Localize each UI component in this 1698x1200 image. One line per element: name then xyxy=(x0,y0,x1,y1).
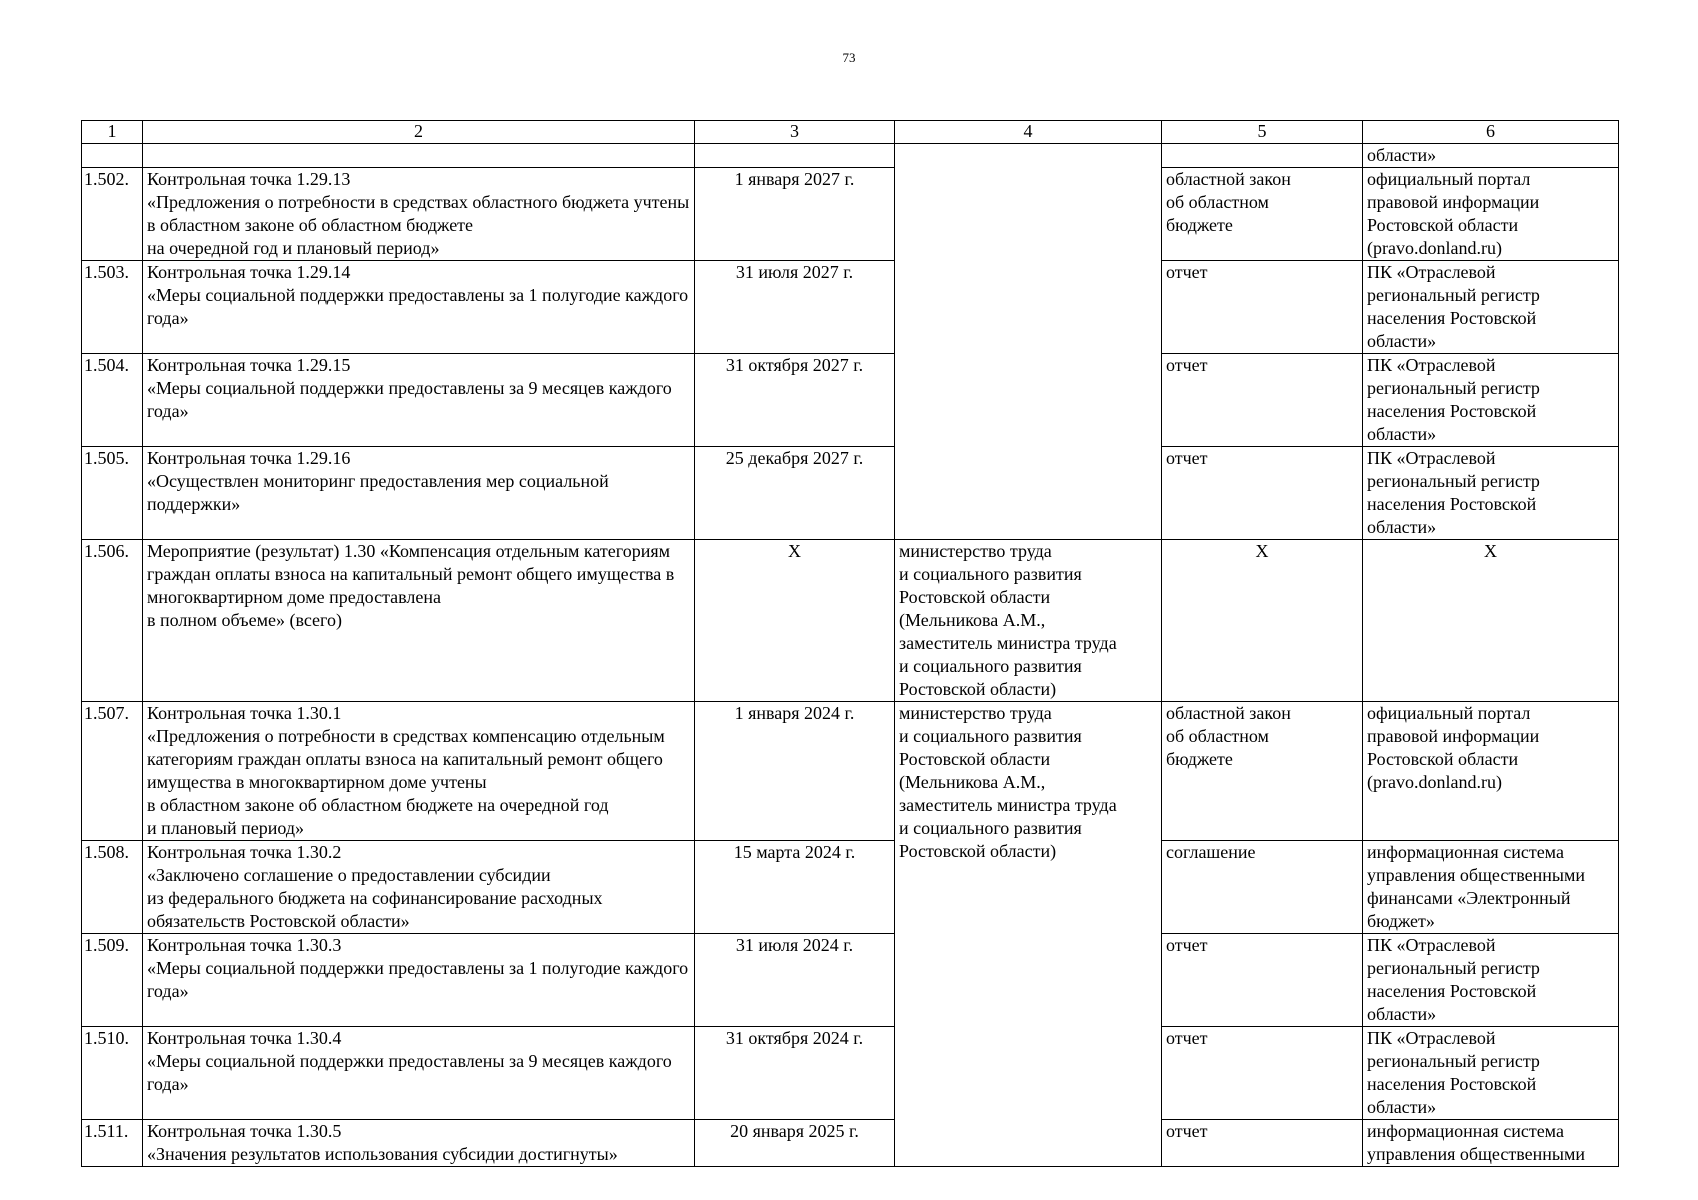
table-row xyxy=(82,447,1619,540)
document-cell: отчет xyxy=(1162,447,1363,540)
column-header: 4 xyxy=(895,121,1162,144)
date-cell: 1 января 2027 г. xyxy=(695,168,895,261)
responsible-cell xyxy=(895,144,1162,540)
date-cell: 31 октября 2027 г. xyxy=(695,354,895,447)
date-cell: 1 января 2024 г. xyxy=(695,702,895,841)
row-number-cell: 1.505. xyxy=(82,447,143,540)
name-cell: Контрольная точка 1.30.1 «Предложения о потребности в средствах компенсацию отдельным категориям граждан оплаты взноса на капитальный ремонт общего имущества в многоквартирном доме учтены в областном законе об областном бюджете на очередной год и плановый период» xyxy=(143,702,695,841)
date-cell xyxy=(695,144,895,168)
date-cell: Х xyxy=(695,540,895,702)
table-row xyxy=(82,1027,1619,1120)
row-number-cell: 1.502. xyxy=(82,168,143,261)
name-cell: Контрольная точка 1.30.4 «Меры социальной поддержки предоставлены за 9 месяцев каждого года» xyxy=(143,1027,695,1120)
name-cell: Контрольная точка 1.30.2 «Заключено соглашение о предоставлении субсидии из федерального бюджета на софинансирование расходных обязательств Ростовской области» xyxy=(143,841,695,934)
date-cell: 31 октября 2024 г. xyxy=(695,1027,895,1120)
column-header: 3 xyxy=(695,121,895,144)
name-cell: Контрольная точка 1.29.15 «Меры социальной поддержки предоставлены за 9 месяцев каждого года» xyxy=(143,354,695,447)
system-cell: ПК «Отраслевой региональный регистр населения Ростовской области» xyxy=(1363,1027,1619,1120)
measures-table xyxy=(81,120,1619,1167)
system-cell: ПК «Отраслевой региональный регистр населения Ростовской области» xyxy=(1363,261,1619,354)
system-cell: официальный портал правовой информации Ростовской области (pravo.donland.ru) xyxy=(1363,702,1619,841)
row-number-cell: 1.507. xyxy=(82,702,143,841)
page-number: 73 xyxy=(842,50,856,65)
date-cell: 25 декабря 2027 г. xyxy=(695,447,895,540)
table-row xyxy=(82,702,1619,841)
name-cell: Контрольная точка 1.29.16 «Осуществлен мониторинг предоставления мер социальной поддержки» xyxy=(143,447,695,540)
system-cell: области» xyxy=(1363,144,1619,168)
column-header: 5 xyxy=(1162,121,1363,144)
system-cell: информационная система управления общественными xyxy=(1363,1120,1619,1167)
document-cell: соглашение xyxy=(1162,841,1363,934)
system-cell: ПК «Отраслевой региональный регистр населения Ростовской области» xyxy=(1363,447,1619,540)
name-cell: Мероприятие (результат) 1.30 «Компенсация отдельным категориям граждан оплаты взноса на капитальный ремонт общего имущества в многоквартирном доме предоставлена в полном объеме» (всего) xyxy=(143,540,695,702)
document-cell: отчет xyxy=(1162,261,1363,354)
table-row xyxy=(82,841,1619,934)
document-cell: областной закон об областном бюджете xyxy=(1162,168,1363,261)
table-row xyxy=(82,540,1619,702)
system-cell: ПК «Отраслевой региональный регистр населения Ростовской области» xyxy=(1363,934,1619,1027)
document-cell: областной закон об областном бюджете xyxy=(1162,702,1363,841)
table-row xyxy=(82,1120,1619,1167)
date-cell: 31 июля 2027 г. xyxy=(695,261,895,354)
row-number-cell: 1.509. xyxy=(82,934,143,1027)
date-cell: 15 марта 2024 г. xyxy=(695,841,895,934)
document-cell: отчет xyxy=(1162,934,1363,1027)
system-cell: Х xyxy=(1363,540,1619,702)
document-cell xyxy=(1162,144,1363,168)
system-cell: официальный портал правовой информации Ростовской области (pravo.donland.ru) xyxy=(1363,168,1619,261)
column-header: 6 xyxy=(1363,121,1619,144)
row-number-cell: 1.510. xyxy=(82,1027,143,1120)
name-cell: Контрольная точка 1.30.5 «Значения результатов использования субсидии достигнуты» xyxy=(143,1120,695,1167)
document-cell: Х xyxy=(1162,540,1363,702)
name-cell: Контрольная точка 1.29.13 «Предложения о потребности в средствах областного бюджета учтены в областном законе об областном бюджете на очередной год и плановый период» xyxy=(143,168,695,261)
system-cell: ПК «Отраслевой региональный регистр населения Ростовской области» xyxy=(1363,354,1619,447)
table-row xyxy=(82,354,1619,447)
table-row xyxy=(82,144,1619,168)
table-row xyxy=(82,168,1619,261)
row-number-cell: 1.503. xyxy=(82,261,143,354)
document-cell: отчет xyxy=(1162,1120,1363,1167)
name-cell xyxy=(143,144,695,168)
row-number-cell: 1.508. xyxy=(82,841,143,934)
row-number-cell: 1.506. xyxy=(82,540,143,702)
row-number-cell xyxy=(82,144,143,168)
date-cell: 20 января 2025 г. xyxy=(695,1120,895,1167)
table-header-row xyxy=(82,121,1619,144)
column-header: 1 xyxy=(82,121,143,144)
responsible-cell: министерство труда и социального развития Ростовской области (Мельникова А.М., заместитель министра труда и социального развития Ростовской области) xyxy=(895,540,1162,702)
table-row xyxy=(82,261,1619,354)
document-cell: отчет xyxy=(1162,1027,1363,1120)
name-cell: Контрольная точка 1.29.14 «Меры социальной поддержки предоставлены за 1 полугодие каждого года» xyxy=(143,261,695,354)
document-cell: отчет xyxy=(1162,354,1363,447)
name-cell: Контрольная точка 1.30.3 «Меры социальной поддержки предоставлены за 1 полугодие каждого года» xyxy=(143,934,695,1027)
system-cell: информационная система управления общественными финансами «Электронный бюджет» xyxy=(1363,841,1619,934)
table-row xyxy=(82,934,1619,1027)
responsible-cell: министерство труда и социального развития Ростовской области (Мельникова А.М., заместитель министра труда и социального развития Ростовской области) xyxy=(895,702,1162,1167)
column-header: 2 xyxy=(143,121,695,144)
row-number-cell: 1.504. xyxy=(82,354,143,447)
row-number-cell: 1.511. xyxy=(82,1120,143,1167)
date-cell: 31 июля 2024 г. xyxy=(695,934,895,1027)
